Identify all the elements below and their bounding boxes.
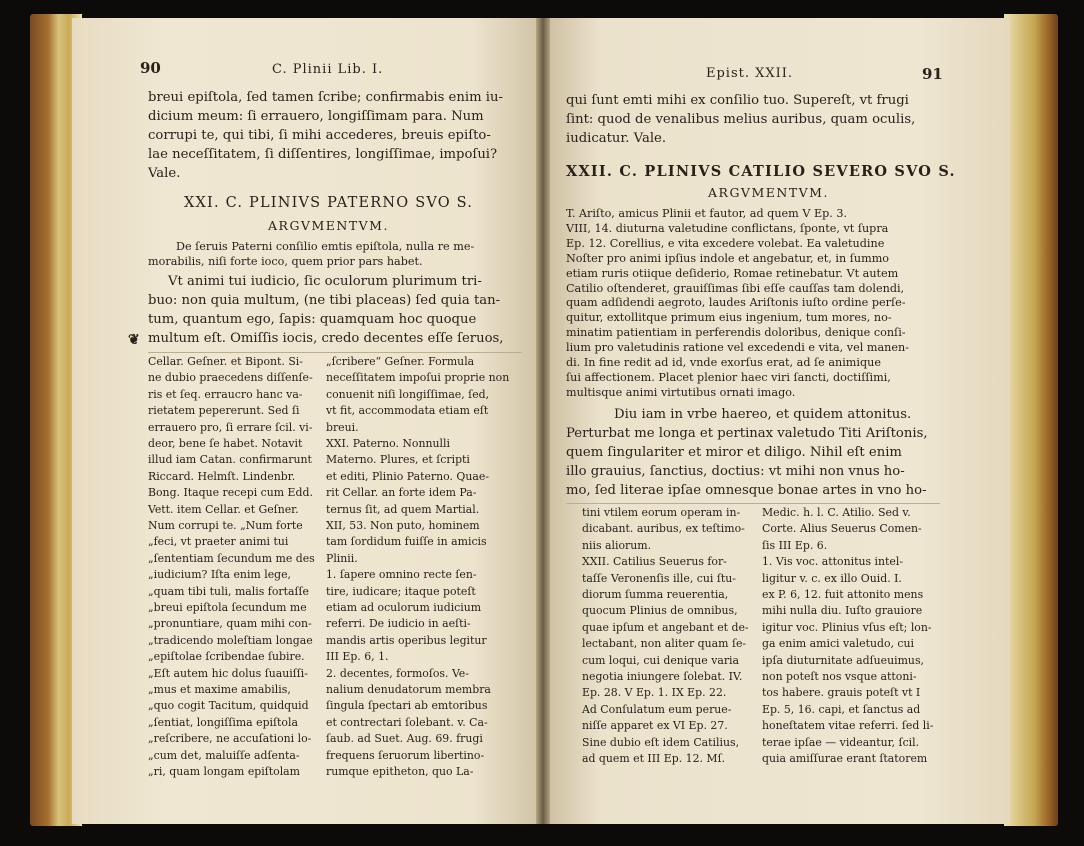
- note-line: dicabant. auribus, ex teſtimo-: [582, 522, 745, 536]
- left-opening-line: breui epiſtola, ſed tamen ſcribe; confirmabis enim iu-: [148, 90, 503, 105]
- note-line: „mus et maxime amabilis,: [148, 683, 291, 696]
- note-line: XXI. Paterno. Nonnulli: [326, 437, 450, 450]
- right-letter-line: Perturbat me longa et pertinax valetudo Titi Ariſtonis,: [566, 426, 928, 441]
- note-line: Cellar. Geſner. et Bipont. Si-: [148, 355, 303, 368]
- note-line: Materno. Plures, et ſcripti: [326, 453, 470, 467]
- right-opening-line: qui ſunt emti mihi ex conſilio tuo. Supereſt, vt frugi: [566, 93, 909, 108]
- right-argument-line: ſui affectionem. Placet plenior haec viri ſancti, doctiſſimi,: [566, 370, 891, 384]
- note-line: rit Cellar. an forte idem Pa-: [326, 486, 477, 500]
- note-line: ris et ſeq. erraucro hanc va-: [148, 387, 303, 401]
- right-running-head: Epist. XXII.: [706, 66, 794, 81]
- note-line: „ſcribere“ Geſner. Formula: [326, 355, 475, 368]
- note-line: taſſe Veronenſis ille, cui ſtu-: [582, 571, 736, 585]
- left-running-head: C. Plinii Lib. I.: [272, 62, 384, 77]
- note-line: referri. De iudicio in aeſti-: [326, 617, 471, 631]
- left-letter-line: tum, quantum ego, ſapis: quamquam hoc quoque: [148, 312, 477, 327]
- note-line: rumque epitheton, quo La-: [326, 765, 474, 778]
- note-line: cum loqui, cui denique varia: [582, 653, 740, 667]
- left-opening-line: lae neceſſitatem, ſi diſſentires, longiſſimae, impoſui?: [148, 147, 498, 162]
- right-opening-line: iudicatur. Vale.: [566, 131, 667, 146]
- note-line: III Ep. 6, 1.: [326, 650, 389, 664]
- left-argument-line: De ſeruis Paterni conſilio emtis epiſtola, nulla re me-: [176, 240, 475, 253]
- note-line: „pronuntiare, quam mihi con-: [148, 617, 312, 631]
- note-line: ſingula ſpectari ab emtoribus: [326, 699, 488, 713]
- note-line: „cum det, maluiſſe adſenta-: [148, 748, 300, 762]
- note-line: terae ipſae — videantur, ſcil.: [762, 735, 920, 749]
- note-line: negotia iniungere ſolebat. IV.: [582, 670, 743, 683]
- right-letter-line: mo, ſed literae ipſae omnesque bonae artes in vno ho-: [566, 483, 927, 498]
- note-line: niſſe apparet ex VI Ep. 27.: [582, 719, 728, 733]
- note-line: et editi, Plinio Paterno. Quae-: [326, 469, 489, 483]
- note-line: Vett. item Cellar. et Geſner.: [148, 502, 299, 516]
- note-line: mihi nulla diu. Iuſto grauiore: [762, 604, 923, 618]
- note-line: Ep. 5, 16. capi, et ſanctus ad: [762, 702, 921, 716]
- left-opening-line: dicium meum: ſi errauero, longiſſimam para. Num: [148, 109, 484, 124]
- note-line: Num corrupi te. „Num forte: [148, 519, 303, 532]
- note-line: Corte. Alius Seuerus Comen-: [762, 522, 922, 536]
- note-line: breui.: [326, 420, 359, 434]
- note-line: quae ipſum et angebant et de-: [582, 620, 749, 634]
- note-line: deor, bene ſe habet. Notavit: [148, 437, 303, 450]
- note-line: Plinii.: [326, 551, 358, 565]
- note-line: ad quem et III Ep. 12. Mſ.: [582, 752, 726, 765]
- note-line: lectabant, non aliter quam ſe-: [582, 637, 747, 651]
- note-line: Ad Conſulatum eum perue-: [582, 702, 732, 716]
- note-line: ne dubio praecedens diſſenſe-: [148, 371, 313, 385]
- margin-ornament-icon: ❦: [128, 332, 140, 348]
- note-line: Medic. h. l. C. Atilio. Sed v.: [762, 506, 911, 519]
- right-letter-line: quem ſingulariter et miror et diligo. Nihil eſt enim: [566, 445, 902, 460]
- note-line: „Eſt autem hic dolus ſuauiſſi-: [148, 666, 308, 680]
- left-page-number: 90: [140, 59, 161, 77]
- note-line: ſaub. ad Suet. Aug. 69. frugi: [326, 732, 483, 746]
- note-line: ſis III Ep. 6.: [762, 538, 828, 552]
- note-line: „tradicendo moleſtiam longae: [148, 633, 313, 647]
- note-line: 2. decentes, formoſos. Ve-: [326, 666, 469, 680]
- left-opening-line: corrupi te, qui tibi, ſi mihi accederes, breuis epiſto-: [148, 128, 491, 143]
- note-line: „ri, quam longam epiſtolam: [148, 765, 300, 778]
- right-letter-line: illo grauius, ſanctius, doctius: vt mihi non vnus ho-: [566, 464, 905, 479]
- left-argument-label: ARGVMENTVM.: [268, 218, 389, 233]
- note-line: tire, iudicare; itaque poteſt: [326, 584, 476, 598]
- note-line: etiam ad oculorum iudicium: [326, 601, 482, 614]
- note-line: XII, 53. Non puto, hominem: [326, 519, 480, 532]
- note-line: niis aliorum.: [582, 538, 652, 552]
- right-argument-line: quitur, extollitque primum eius ingenium, tum mores, no-: [566, 311, 892, 325]
- note-line: „iudicium? Iſta enim lege,: [148, 568, 292, 582]
- note-line: „quo cogit Tacitum, quidquid: [148, 699, 309, 713]
- note-line: 1. ſapere omnino recte ſen-: [326, 568, 477, 582]
- right-letter-line: Diu iam in vrbe haereo, et quidem attonitus.: [614, 407, 912, 422]
- note-line: neceſſitatem impoſui proprie non: [326, 371, 510, 385]
- note-line: mandis artis operibus legitur: [326, 633, 487, 647]
- note-line: Sine dubio eſt idem Catilius,: [582, 735, 740, 749]
- note-line: diorum ſumma reuerentia,: [582, 588, 729, 601]
- note-line: non poteſt nos vsque attoni-: [762, 670, 917, 683]
- left-argument-line: morabilis, niſi forte ioco, quem prior pars habet.: [148, 255, 423, 268]
- right-argument-line: Noſter pro animi ipſius indole et angebatur, et, in ſummo: [566, 251, 890, 265]
- note-line: „feci, vt praeter animi tui: [148, 535, 289, 549]
- left-letter-line: multum eſt. Omiſſis iocis, credo decentes eſſe ſeruos,: [148, 331, 504, 346]
- note-line: Riccard. Helmſt. Lindenbr.: [148, 469, 296, 483]
- note-line: „reſcribere, ne accuſationi lo-: [148, 732, 312, 746]
- right-argument-line: T. Ariſto, amicus Plinii et fautor, ad quem V Ep. 3.: [566, 207, 848, 220]
- note-line: et contrectari ſolebant. v. Ca-: [326, 715, 488, 729]
- left-opening-line: Vale.: [148, 166, 181, 181]
- note-line: tini vtilem eorum operam in-: [582, 506, 741, 519]
- note-line: frequens ſeruorum libertino-: [326, 748, 485, 762]
- book-gutter: [536, 18, 550, 824]
- note-divider: [148, 352, 522, 353]
- right-argument-line: etiam ruris otiique deſiderio, Romae retinebatur. Vt autem: [566, 266, 899, 280]
- note-line: vt fit, accommodata etiam eſt: [326, 404, 489, 418]
- note-line: „ſentiat, longiſſima epiſtola: [148, 715, 298, 729]
- right-argument-line: quam adſidendi aegroto, laudes Ariſtonis iuſto ordine perſe-: [566, 296, 906, 310]
- right-page-number: 91: [922, 65, 943, 83]
- right-opening-line: ſint: quod de venalibus melius auribus, quam oculis,: [566, 112, 916, 127]
- note-line: quia amiſſurae erant ſtatorem: [762, 752, 928, 765]
- left-letter-line: Vt animi tui iudicio, ſic oculorum plurimum tri-: [168, 274, 482, 289]
- note-line: illud iam Catan. confirmarunt: [148, 453, 312, 467]
- note-line: „ſententiam ſecundum me des: [148, 551, 315, 565]
- note-line: nalium denudatorum membra: [326, 683, 491, 696]
- note-line: conuenit niſi longiſſimae, ſed,: [326, 387, 490, 401]
- note-line: „epiſtolae ſcribendae ſubire.: [148, 650, 305, 664]
- note-line: honeſtatem vitae referri. ſed li-: [762, 719, 934, 733]
- note-line: ipſa diuturnitate adſueuimus,: [762, 653, 924, 667]
- right-letter-heading: XXII. C. PLINIVS CATILIO SEVERO SVO S.: [566, 163, 956, 180]
- note-line: tam ſordidum fuiſſe in amicis: [326, 535, 487, 549]
- note-line: ga enim amici valetudo, cui: [762, 637, 915, 651]
- right-argument-line: lium pro valetudinis ratione vel excedendi e vita, vel manen-: [566, 341, 909, 355]
- right-argument-label: ARGVMENTVM.: [708, 185, 829, 200]
- note-line: „quam tibi tuli, malis fortaſſe: [148, 584, 309, 598]
- note-line: tos habere. grauis poteſt vt I: [762, 686, 921, 700]
- note-line: quocum Plinius de omnibus,: [582, 604, 738, 618]
- note-line: ex P. 6, 12. fuit attonito mens: [762, 588, 924, 601]
- note-line: igitur voc. Plinius vſus eſt; lon-: [762, 620, 932, 634]
- note-line: ternus ſit, ad quem Martial.: [326, 502, 480, 516]
- left-letter-line: buo: non quia multum, (ne tibi placeas) ſed quia tan-: [148, 293, 501, 308]
- right-argument-line: minatim patientiam in perferendis doloribus, denique conſi-: [566, 326, 906, 340]
- note-line: ligitur v. c. ex illo Ouid. I.: [762, 571, 902, 585]
- right-argument-line: Catilio oſtenderet, grauiſſimas ſibi eſſe cauſſas tam dolendi,: [566, 281, 905, 295]
- note-line: Bong. Itaque recepi cum Edd.: [148, 486, 313, 500]
- right-argument-line: multisque animi virtutibus ornati imago.: [566, 385, 796, 399]
- right-argument-line: VIII, 14. diuturna valetudine conflictans, ſponte, vt ſupra: [566, 221, 889, 235]
- book-fore-edge-right: [1004, 14, 1058, 826]
- right-argument-line: Ep. 12. Corellius, e vita excedere volebat. Ea valetudine: [566, 236, 885, 250]
- note-line: XXII. Catilius Seuerus for-: [582, 555, 727, 569]
- note-line: 1. Vis voc. attonitus intel-: [762, 555, 904, 569]
- note-divider: [566, 503, 940, 504]
- note-line: errauero pro, ſi errare ſcil. vi-: [148, 420, 313, 434]
- note-line: rietatem pepererunt. Sed ſi: [148, 404, 300, 418]
- note-line: Ep. 28. V Ep. 1. IX Ep. 22.: [582, 686, 727, 700]
- left-letter-heading: XXI. C. PLINIVS PATERNO SVO S.: [184, 195, 474, 211]
- right-argument-line: di. In fine redit ad id, vnde exorſus erat, ad ſe animique: [566, 356, 881, 369]
- note-line: „breui epiſtola ſecundum me: [148, 601, 307, 614]
